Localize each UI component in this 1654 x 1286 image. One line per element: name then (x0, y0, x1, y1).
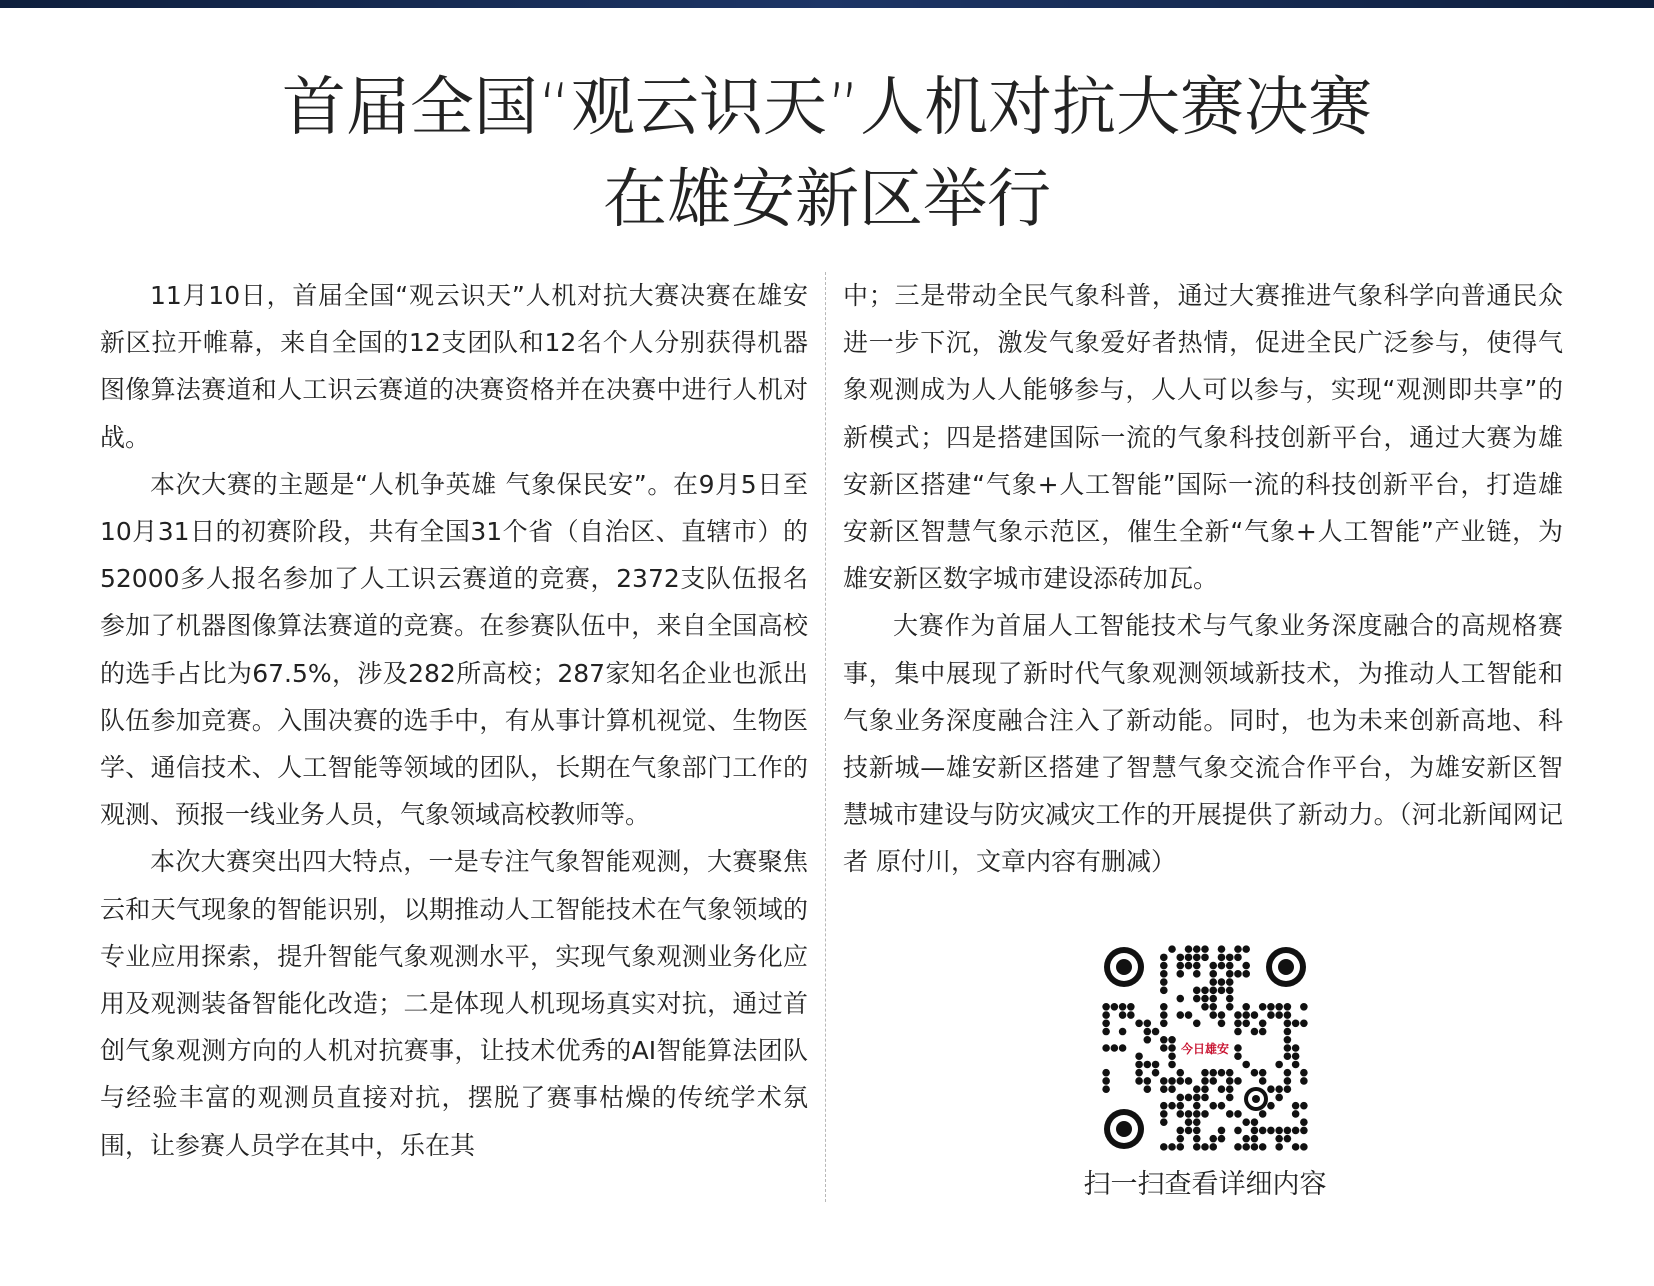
qr-module (1144, 1028, 1152, 1036)
qr-module (1127, 1011, 1135, 1019)
qr-module (1209, 1011, 1217, 1019)
qr-module (1226, 1085, 1234, 1093)
qr-module (1152, 1061, 1160, 1069)
qr-module (1193, 1118, 1201, 1126)
qr-module (1193, 945, 1201, 953)
qr-module (1160, 954, 1168, 962)
qr-module (1176, 1127, 1184, 1135)
article-paragraph: 本次大赛的主题是“人机争英雄 气象保民安”。在9月5日至10月31日的初赛阶段，共有全国31个省（自治区、直辖市）的52000多人报名参加了人工识云赛道的竞赛，2372支队伍报名参加了机器图像算法赛道的竞赛。在参赛队伍中，来自全国高校的选手占比为67.5%，涉及282所高校；287家知名企业也派出队伍参加竞赛。入围决赛的选手中，有从事计算机视觉、生物医学、通信技术、人工智能等领域的团队，长期在气象部门工作的观测、预报一线业务人员，气象领域高校教师等。 (100, 469, 808, 830)
qr-module (1259, 1069, 1267, 1077)
qr-module (1176, 995, 1184, 1003)
qr-module (1193, 1019, 1201, 1027)
qr-module (1218, 978, 1226, 986)
article-paragraph: 11月10日，首届全国“观云识天”人机对抗大赛决赛在雄安新区拉开帷幕，来自全国的12支团队和12名个人分别获得机器图像算法赛道和人工识云赛道的决赛资格并在决赛中进行人机对战。 (100, 281, 808, 452)
qr-module (1176, 1011, 1184, 1019)
qr-module (1292, 1061, 1300, 1069)
qr-module (1111, 1003, 1119, 1011)
qr-module (1275, 1085, 1283, 1093)
qr-module (1284, 1036, 1292, 1044)
qr-module (1226, 1077, 1234, 1085)
qr-module (1218, 945, 1226, 953)
article-paragraph: 中；三是带动全民气象科普，通过大赛推进气象科学向普通民众进一步下沉，激发气象爱好者热情，促进全民广泛参与，使得气象观测成为人人能够参与，人人可以参与，实现“观测即共享”的新模式；四是搭建国际一流的气象科技创新平台，通过大赛为雄安新区搭建“气象+人工智能”国际一流的科技创新平台，打造雄安新区智慧气象示范区，催生全新“气象+人工智能”产业链，为雄安新区数字城市建设添砖加瓦。 (843, 281, 1563, 594)
qr-module (1102, 1028, 1110, 1036)
qr-module (1275, 1143, 1283, 1151)
qr-module (1193, 995, 1201, 1003)
qr-module (1160, 1036, 1168, 1044)
qr-module (1300, 1127, 1308, 1135)
qr-module (1135, 1077, 1143, 1085)
qr-module (1135, 1019, 1143, 1027)
qr-module (1209, 987, 1217, 995)
qr-module (1193, 987, 1201, 995)
qr-module (1102, 1003, 1110, 1011)
qr-module (1160, 978, 1168, 986)
qr-module (1251, 1127, 1259, 1135)
qr-module (1300, 1003, 1308, 1011)
qr-module (1209, 995, 1217, 1003)
qr-module (1218, 1135, 1226, 1143)
qr-module (1193, 1085, 1201, 1093)
qr-module (1226, 1003, 1234, 1011)
qr-module (1160, 1102, 1168, 1110)
qr-module (1201, 1143, 1209, 1151)
qr-module (1144, 1085, 1152, 1093)
qr-module (1242, 1135, 1250, 1143)
qr-module (1168, 1036, 1176, 1044)
qr-module (1176, 954, 1184, 962)
top-banner-bar (0, 0, 1654, 8)
qr-module (1292, 1102, 1300, 1110)
qr-module (1185, 962, 1193, 970)
qr-module (1160, 970, 1168, 978)
qr-module (1234, 1019, 1242, 1027)
qr-module (1168, 1044, 1176, 1052)
qr-module (1251, 1011, 1259, 1019)
qr-module (1267, 1003, 1275, 1011)
qr-module (1111, 1044, 1119, 1052)
qr-module (1168, 1052, 1176, 1060)
qr-module (1209, 962, 1217, 970)
qr-module (1242, 1011, 1250, 1019)
qr-module (1218, 962, 1226, 970)
qr-finder-bottom-left (1104, 1109, 1144, 1149)
qr-module (1242, 1118, 1250, 1126)
qr-module (1168, 1077, 1176, 1085)
qr-module (1292, 1143, 1300, 1151)
headline-line-2: 在雄安新区举行 (603, 163, 1051, 237)
qr-module (1275, 1127, 1283, 1135)
qr-module (1251, 1028, 1259, 1036)
qr-module (1201, 945, 1209, 953)
qr-logo-text: 今日雄安 (1180, 1042, 1230, 1056)
qr-module (1176, 970, 1184, 978)
qr-module (1185, 1094, 1193, 1102)
qr-module (1218, 954, 1226, 962)
qr-module (1185, 1127, 1193, 1135)
qr-module (1176, 1143, 1184, 1151)
qr-module (1267, 1011, 1275, 1019)
qr-module (1267, 1085, 1275, 1093)
qr-module (1168, 945, 1176, 953)
qr-module (1185, 1110, 1193, 1118)
qr-module (1160, 962, 1168, 970)
qr-module (1193, 962, 1201, 970)
qr-module (1160, 1019, 1168, 1027)
qr-module (1226, 970, 1234, 978)
qr-module (1300, 1077, 1308, 1085)
qr-module (1242, 970, 1250, 978)
article-column-left (100, 272, 808, 1169)
qr-module (1267, 1102, 1275, 1110)
qr-module (1226, 954, 1234, 962)
qr-module (1284, 1135, 1292, 1143)
qr-alignment-pattern (1244, 1087, 1268, 1111)
qr-module (1102, 1069, 1110, 1077)
qr-module (1160, 1044, 1168, 1052)
qr-module (1275, 1003, 1283, 1011)
qr-module (1300, 1118, 1308, 1126)
qr-module (1292, 1044, 1300, 1052)
qr-module (1209, 1077, 1217, 1085)
qr-module (1160, 1085, 1168, 1093)
qr-module (1102, 1044, 1110, 1052)
qr-module (1284, 1044, 1292, 1052)
qr-module (1176, 962, 1184, 970)
qr-module (1201, 1077, 1209, 1085)
qr-module (1119, 1044, 1127, 1052)
qr-module (1185, 1118, 1193, 1126)
qr-module (1275, 1094, 1283, 1102)
qr-module (1102, 1019, 1110, 1027)
qr-module (1160, 987, 1168, 995)
qr-module (1226, 962, 1234, 970)
qr-module (1292, 1110, 1300, 1118)
qr-module (1292, 1052, 1300, 1060)
qr-module (1259, 1077, 1267, 1085)
qr-module (1193, 1110, 1201, 1118)
qr-module (1209, 978, 1217, 986)
qr-module (1152, 1069, 1160, 1077)
qr-module (1201, 995, 1209, 1003)
qr-module (1242, 1019, 1250, 1027)
qr-module (1193, 1094, 1201, 1102)
qr-module (1259, 1110, 1267, 1118)
qr-module (1218, 987, 1226, 995)
qr-module (1160, 1077, 1168, 1085)
qr-module (1226, 1069, 1234, 1077)
qr-module (1176, 1110, 1184, 1118)
qr-module (1102, 1077, 1110, 1085)
qr-module (1275, 1135, 1283, 1143)
qr-module (1234, 1028, 1242, 1036)
qr-module (1234, 1052, 1242, 1060)
qr-module (1242, 1061, 1250, 1069)
qr-module (1168, 1061, 1176, 1069)
qr-module (1209, 1069, 1217, 1077)
qr-module (1218, 1102, 1226, 1110)
qr-module (1292, 1127, 1300, 1135)
qr-module (1193, 954, 1201, 962)
qr-module (1193, 970, 1201, 978)
qr-module (1218, 1127, 1226, 1135)
qr-module (1201, 987, 1209, 995)
qr-module (1234, 954, 1242, 962)
qr-module (1226, 1094, 1234, 1102)
qr-module (1226, 995, 1234, 1003)
qr-module (1284, 1077, 1292, 1085)
qr-module (1234, 1044, 1242, 1052)
qr-module (1284, 1052, 1292, 1060)
qr-module (1201, 954, 1209, 962)
qr-module (1284, 1085, 1292, 1093)
qr-module (1201, 1094, 1209, 1102)
qr-module (1176, 1094, 1184, 1102)
qr-module (1127, 1003, 1135, 1011)
article-paragraph: 大赛作为首届人工智能技术与气象业务深度融合的高规格赛事，集中展现了新时代气象观测领域新技术，为推动人工智能和气象业务深度融合注入了新动能。同时，也为未来创新高地、科技新城—雄安新区搭建了智慧气象交流合作平台，为雄安新区智慧城市建设与防灾减灾工作的开展提供了新动力。（河北新闻网记者 原付川，文章内容有删减） (843, 611, 1563, 877)
qr-module (1242, 1003, 1250, 1011)
qr-module (1218, 1019, 1226, 1027)
qr-module (1251, 1143, 1259, 1151)
qr-module (1160, 1118, 1168, 1126)
qr-code[interactable] (1102, 945, 1308, 1151)
qr-module (1300, 1143, 1308, 1151)
qr-module (1209, 1135, 1217, 1143)
qr-module (1292, 1019, 1300, 1027)
qr-module (1144, 1077, 1152, 1085)
qr-module (1185, 1011, 1193, 1019)
qr-module (1300, 1069, 1308, 1077)
qr-module (1193, 1135, 1201, 1143)
qr-module (1168, 1102, 1176, 1110)
qr-module (1218, 1011, 1226, 1019)
qr-module (1176, 1069, 1184, 1077)
qr-module (1193, 1127, 1201, 1135)
qr-module (1284, 1011, 1292, 1019)
qr-module (1168, 1085, 1176, 1093)
qr-module (1209, 970, 1217, 978)
qr-module (1201, 1110, 1209, 1118)
qr-module (1193, 1102, 1201, 1110)
qr-module (1259, 1127, 1267, 1135)
qr-module (1119, 1028, 1127, 1036)
qr-module (1168, 1143, 1176, 1151)
qr-module (1209, 1102, 1217, 1110)
qr-module (1259, 1019, 1267, 1027)
qr-module (1284, 1127, 1292, 1135)
qr-module (1284, 1019, 1292, 1027)
qr-module (1259, 1003, 1267, 1011)
qr-caption: 扫一扫查看详细内容 (1083, 1169, 1327, 1200)
qr-module (1152, 1028, 1160, 1036)
qr-module (1160, 1143, 1168, 1151)
qr-module (1144, 1061, 1152, 1069)
qr-module (1135, 1069, 1143, 1077)
article-column-right (843, 272, 1563, 886)
qr-module (1259, 1143, 1267, 1151)
qr-module (1300, 1019, 1308, 1027)
qr-module (1234, 945, 1242, 953)
qr-module (1201, 1003, 1209, 1011)
qr-module (1275, 1061, 1283, 1069)
qr-module (1234, 1011, 1242, 1019)
qr-module (1284, 1003, 1292, 1011)
qr-module (1135, 1061, 1143, 1069)
qr-module (1284, 1069, 1292, 1077)
qr-module (1185, 945, 1193, 953)
qr-module (1251, 1069, 1259, 1077)
qr-module (1234, 1110, 1242, 1118)
qr-module (1144, 1036, 1152, 1044)
qr-module (1300, 1102, 1308, 1110)
qr-module (1284, 1028, 1292, 1036)
qr-module (1251, 1118, 1259, 1126)
qr-module (1242, 945, 1250, 953)
qr-module (1193, 1143, 1201, 1151)
qr-module (1185, 1077, 1193, 1085)
headline-line-1: 首届全国“观云识天”人机对抗大赛决赛 (281, 71, 1373, 145)
qr-module (1176, 1135, 1184, 1143)
qr-module (1251, 1135, 1259, 1143)
qr-center-logo (1178, 1029, 1232, 1067)
qr-module (1160, 1011, 1168, 1019)
qr-module (1144, 1019, 1152, 1027)
column-divider (825, 272, 826, 1202)
qr-module (1201, 1085, 1209, 1093)
qr-module (1234, 970, 1242, 978)
qr-module (1185, 954, 1193, 962)
qr-module (1102, 1011, 1110, 1019)
qr-module (1160, 1003, 1168, 1011)
qr-module (1242, 1143, 1250, 1151)
qr-module (1267, 1127, 1275, 1135)
qr-module (1234, 1077, 1242, 1085)
qr-finder-top-left (1104, 947, 1144, 987)
qr-module (1119, 1003, 1127, 1011)
qr-module (1102, 1085, 1110, 1093)
qr-module (1176, 1077, 1184, 1085)
qr-module (1242, 962, 1250, 970)
qr-module (1135, 1052, 1143, 1060)
qr-module (1259, 1028, 1267, 1036)
qr-module (1201, 1069, 1209, 1077)
qr-module (1209, 1003, 1217, 1011)
qr-module (1176, 1102, 1184, 1110)
qr-finder-top-right (1266, 947, 1306, 987)
qr-module (1226, 987, 1234, 995)
qr-module (1234, 1127, 1242, 1135)
qr-module (1234, 1143, 1242, 1151)
qr-module (1218, 1069, 1226, 1077)
qr-module (1226, 978, 1234, 986)
qr-module (1160, 1110, 1168, 1118)
article-paragraph: 本次大赛突出四大特点，一是专注气象智能观测，大赛聚焦云和天气现象的智能识别，以期推动人工智能技术在气象领域的专业应用探索，提升智能气象观测水平，实现气象观测业务化应用及观测装备智能化改造；二是体现人机现场真实对抗，通过首创气象观测方向的人机对抗赛事，让技术优秀的AI智能算法团队与经验丰富的观测员直接对抗，摆脱了赛事枯燥的传统学术氛围，让参赛人员学在其中，乐在其 (100, 847, 808, 1160)
qr-module (1218, 1085, 1226, 1093)
qr-module (1209, 1143, 1217, 1151)
qr-module (1275, 1011, 1283, 1019)
qr-module (1226, 1110, 1234, 1118)
qr-module (1119, 1011, 1127, 1019)
article-headline (100, 62, 1554, 246)
